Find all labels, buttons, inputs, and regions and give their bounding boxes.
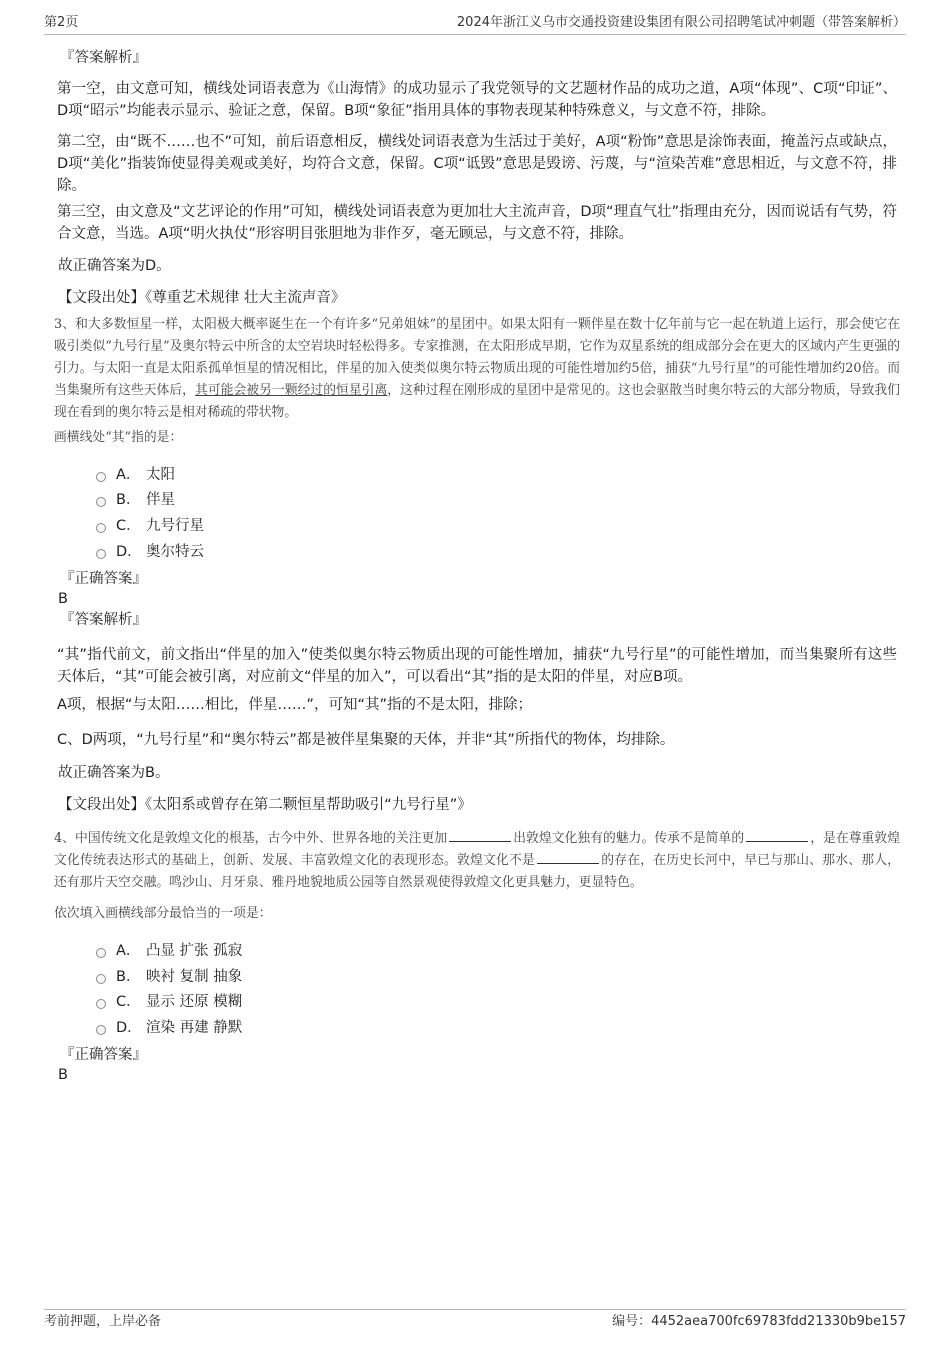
page-number: 第2页: [44, 15, 79, 30]
correct-answer: B: [58, 591, 68, 607]
option-b[interactable]: B． 映衬 复制 抽象: [96, 966, 242, 988]
radio-icon[interactable]: [96, 974, 106, 984]
correct-answer-heading: 『正确答案』: [60, 571, 147, 587]
question-3-stem: 画横线处“其”指的是：: [54, 430, 183, 445]
fill-blank: [537, 851, 599, 864]
analysis-conclusion: 故正确答案为B。: [58, 765, 170, 781]
option-c[interactable]: C． 显示 还原 模糊: [96, 991, 242, 1013]
fill-blank: [746, 829, 808, 842]
option-d[interactable]: D． 奥尔特云: [96, 541, 204, 563]
question-4-stem: 依次填入画横线部分最恰当的一项是：: [54, 906, 272, 921]
radio-icon[interactable]: [96, 1025, 106, 1035]
document-id: 编号：4452aea700fc69783fdd21330b9be157: [612, 1314, 906, 1329]
passage-source: 【文段出处】《太阳系或曾存在第二颗恒星帮助吸引“九号行星”》: [58, 797, 472, 813]
analysis-paragraph-3: C、D两项，“九号行星”和“奥尔特云”都是被伴星集聚的天体，并非“其”所指代的物体，均排除。: [57, 732, 675, 748]
option-d[interactable]: D． 渲染 再建 静默: [96, 1017, 242, 1039]
question-4-passage: 4、中国传统文化是敦煌文化的根基，古今中外、世界各地的关注更加 出敦煌文化独有的魅力。传承不是简单的 ，是在尊重敦煌文化传统表达形式的基础上，创新、发展、丰富敦煌文化的表现形态。敦煌文化不是 的存在，在历史长河中，早已与那山、那水、那人，还有那片天空交融。鸣沙山、月牙泉、雅丹地貌地质公园等自然景观使得敦煌文化更具魅力，更显特色。: [54, 831, 900, 890]
option-a[interactable]: A． 凸显 扩张 孤寂: [96, 940, 242, 962]
answer-analysis-heading: 『答案解析』: [60, 612, 147, 628]
analysis-paragraph-2: 第二空，由“既不……也不”可知，前后语意相反，横线处词语表意为生活过于美好，A项“粉饰”意思是涂饰表面，掩盖污点或缺点，D项“美化”指装饰使显得美观或美好，均符合文意，保留。C项“诋毁”意思是毁谤、污蔑，与“渲染苦难”意思相近，与文意不符，排除。: [57, 134, 897, 194]
answer-analysis-heading: 『答案解析』: [60, 50, 147, 66]
fill-blank: [449, 829, 511, 842]
radio-icon[interactable]: [96, 523, 106, 533]
radio-icon[interactable]: [96, 497, 106, 507]
radio-icon[interactable]: [96, 999, 106, 1009]
correct-answer-heading: 『正确答案』: [60, 1047, 147, 1063]
footer-slogan: 考前押题，上岸必备: [44, 1314, 162, 1329]
option-b[interactable]: B． 伴星: [96, 489, 175, 511]
question-3-passage: 3、和大多数恒星一样，太阳极大概率诞生在一个有许多“兄弟姐妹”的星团中。如果太阳有一颗伴星在数十亿年前与它一起在轨道上运行，那会使它在吸引类似“九号行星”及奥尔特云中所含的太空岩块时轻松得多。专家推测，在太阳形成早期，它作为双星系统的组成部分会在更大的区域内产生更强的引力。与太阳一直是太阳系孤单恒星的情况相比，伴星的加入使类似奥尔特云物质出现的可能性增加约5倍，捕获“九号行星”的可能性增加约20倍。而当集聚所有这些天体后，其可能会被另一颗经过的恒星引离，这种过程在刚形成的星团中是常见的。这也会驱散当时奥尔特云的大部分物质，导致我们现在看到的奥尔特云是相对稀疏的带状物。: [54, 317, 901, 420]
correct-answer: B: [58, 1067, 68, 1083]
header-divider: [44, 34, 906, 35]
document-title: 2024年浙江义乌市交通投资建设集团有限公司招聘笔试冲刺题（带答案解析）: [456, 15, 906, 30]
analysis-paragraph-1: 第一空，由文意可知，横线处词语表意为《山海情》的成功显示了我党领导的文艺题材作品的成功之道，A项“体现”、C项“印证”、D项“昭示”均能表示显示、验证之意，保留。B项“象征”指用具体的事物表现某种特殊意义，与文意不符，排除。: [57, 81, 897, 119]
radio-icon[interactable]: [96, 472, 106, 482]
analysis-paragraph-3: 第三空，由文意及“文艺评论的作用”可知，横线处词语表意为更加壮大主流声音，D项“理直气壮”指理由充分，因而说话有气势，符合文意，当选。A项“明火执仗”形容明目张胆地为非作歹，毫无顾忌，与文意不符，排除。: [57, 204, 897, 242]
analysis-conclusion: 故正确答案为D。: [58, 258, 171, 274]
option-c[interactable]: C． 九号行星: [96, 515, 204, 537]
analysis-paragraph-2: A项，根据“与太阳……相比，伴星……”，可知“其”指的不是太阳，排除；: [57, 697, 532, 713]
footer-divider: [44, 1309, 906, 1310]
underlined-phrase: 其可能会被另一颗经过的恒星引离: [195, 383, 388, 398]
analysis-paragraph-1: “其”指代前文，前文指出“伴星的加入”使类似奥尔特云物质出现的可能性增加，捕获“九号行星”的可能性增加，而当集聚所有这些天体后，“其”可能会被引离，对应前文“伴星的加入”，可以看出“其”指的是太阳的伴星，对应B项。: [57, 647, 897, 685]
option-a[interactable]: A． 太阳: [96, 464, 175, 486]
passage-source: 【文段出处】《尊重艺术规律 壮大主流声音》: [58, 290, 346, 306]
radio-icon[interactable]: [96, 549, 106, 559]
radio-icon[interactable]: [96, 948, 106, 958]
